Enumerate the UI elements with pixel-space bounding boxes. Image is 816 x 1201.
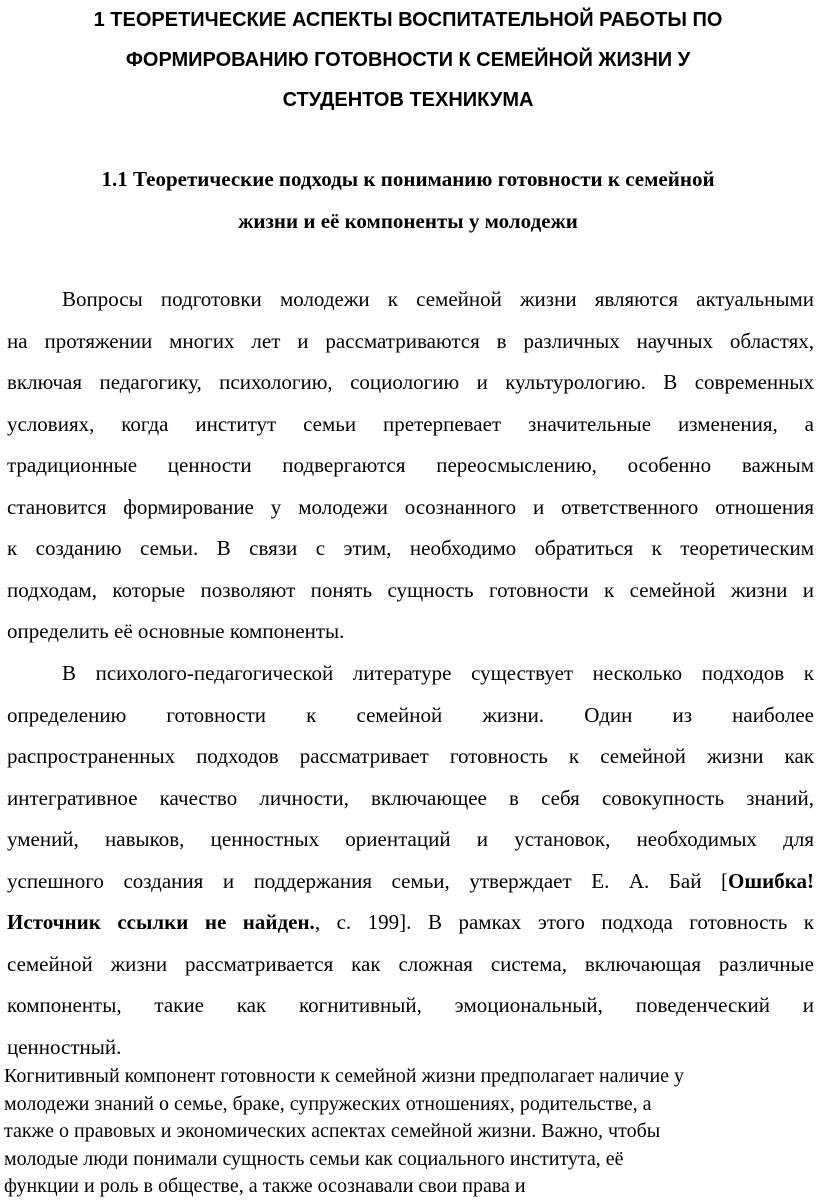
- chapter-title-line: СТУДЕНТОВ ТЕХНИКУМА: [282, 89, 534, 111]
- chapter-title-line: 1 ТЕОРЕТИЧЕСКИЕ АСПЕКТЫ ВОСПИТАТЕЛЬНОЙ РАБОТЫ ПО: [93, 9, 723, 31]
- text-line: умений, навыков, ценностных ориентаций и установок, необходимых для: [7, 827, 814, 851]
- text-line: определению готовности к семейной жизни. Один из наиболее: [7, 702, 814, 727]
- reference-error: Ошибка!: [728, 868, 814, 893]
- paragraph-1: [7, 279, 814, 653]
- chapter-title: [0, 0, 816, 120]
- text-line: функции и роль в обществе, а также осознавали свои права и: [4, 1175, 526, 1197]
- text-line: Вопросы подготовки молодежи к семейной жизни являются актуальными: [62, 287, 814, 311]
- paragraph-3: [4, 1063, 814, 1201]
- section-title-line: жизни и её компоненты у молодежи: [238, 209, 578, 233]
- text-line: [7, 861, 814, 903]
- text-line: [7, 902, 814, 944]
- text-line: включая педагогику, психологию, социологию и культурологию. В современных: [7, 370, 814, 394]
- paragraph-2: [7, 653, 814, 1068]
- text-line: молодежи знаний о семье, браке, супружеских отношениях, родительстве, а: [4, 1092, 652, 1115]
- text-line: Когнитивный компонент готовности к семейной жизни предполагает наличие у: [4, 1065, 685, 1087]
- text-line: традиционные ценности подвергаются переосмыслению, особенно важным: [7, 453, 814, 477]
- reference-error: Источник ссылки не найден.: [7, 910, 315, 934]
- text-line: определить её основные компоненты.: [7, 619, 345, 643]
- text-line: также о правовых и экономических аспектах семейной жизни. Важно, чтобы: [4, 1120, 661, 1142]
- text-line: распространенных подходов рассматривает готовность к семейной жизни как: [7, 744, 814, 768]
- text-line: на протяжении многих лет и рассматриваются в различных научных областях,: [7, 328, 814, 353]
- chapter-title-line: ФОРМИРОВАНИЮ ГОТОВНОСТИ К СЕМЕЙНОЙ ЖИЗНИ У: [125, 49, 691, 71]
- text-line: В психолого-педагогической литературе существует несколько подходов к: [62, 661, 814, 685]
- text-line: интегративное качество личности, включающее в себя совокупность знаний,: [7, 785, 814, 810]
- text-line: к созданию семьи. В связи с этим, необходимо обратиться к теоретическим: [7, 536, 814, 560]
- section-title-line: 1.1 Теоретические подходы к пониманию готовности к семейной: [101, 167, 715, 191]
- text-line: семейной жизни рассматривается как сложная система, включающая различные: [7, 951, 814, 976]
- text-line: ценностный.: [7, 1034, 122, 1059]
- section-title: [0, 158, 816, 242]
- text-line: условиях, когда институт семьи претерпевает значительные изменения, а: [7, 411, 814, 436]
- text-line: становится формирование у молодежи осознанного и ответственного отношения: [7, 494, 814, 519]
- text-line: молодые люди понимали сущность семьи как социального института, её: [4, 1147, 624, 1170]
- text-run: успешного создания и поддержания семьи, утверждает Е. А. Бай [: [7, 868, 729, 893]
- text-run: , с. 199]. В рамках этого подхода готовность к: [314, 910, 814, 934]
- text-line: компоненты, такие как когнитивный, эмоциональный, поведенческий и: [7, 993, 814, 1017]
- text-line: подходам, которые позволяют понять сущность готовности к семейной жизни и: [7, 577, 814, 602]
